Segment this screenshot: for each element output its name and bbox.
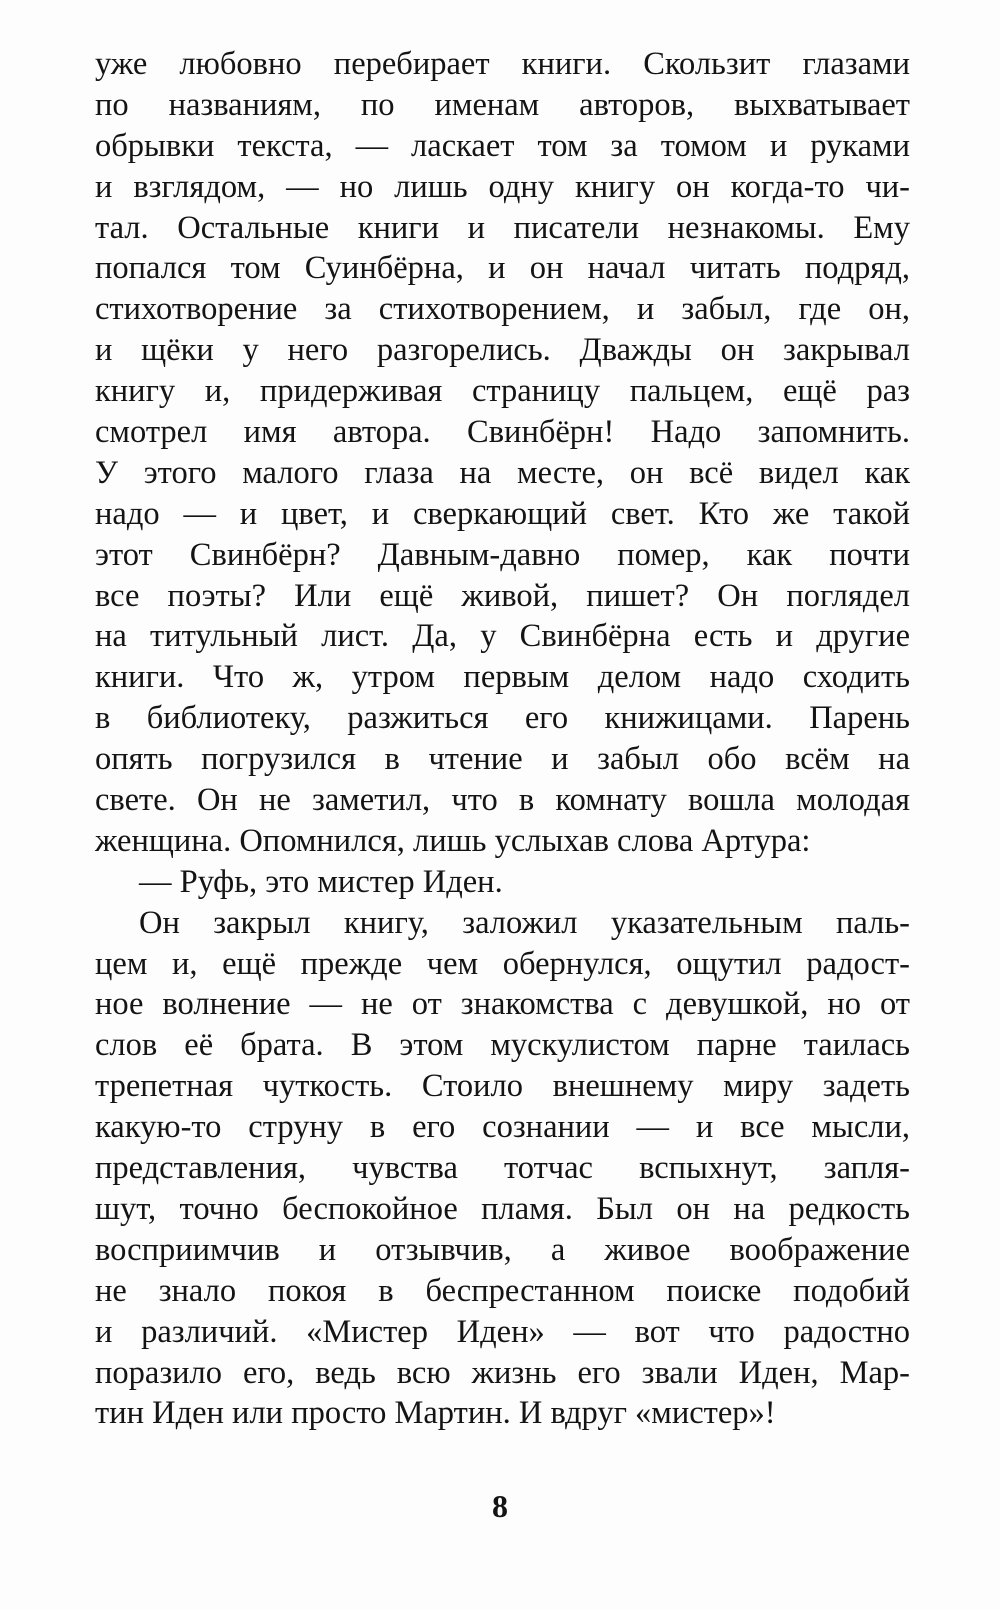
text-line: тал. Остальные книги и писатели незнакомы. Ему: [95, 209, 910, 246]
text-line: представления, чувства тотчас вспыхнут, запля-: [95, 1150, 910, 1187]
text-line: женщина. Опомнился, лишь услыхав слова Артура:: [95, 822, 811, 859]
text-line: этот Свинбёрн? Давным-давно помер, как почти: [95, 536, 910, 573]
text-line: смотрел имя автора. Свинбёрн! Надо запомнить.: [95, 414, 910, 451]
text-line: поразило его, ведь всю жизнь его звали Иден, Мар-: [95, 1354, 910, 1391]
body-text: [95, 44, 910, 1434]
text-line: по названиям, по именам авторов, выхватывает: [95, 86, 910, 123]
paragraph-first-line: Он закрыл книгу, заложил указательным паль-: [139, 904, 910, 941]
text-line: ное волнение — не от знакомства с девушкой, но от: [95, 986, 910, 1023]
dialogue-line: — Руфь, это мистер Иден.: [139, 863, 503, 900]
text-line: какую-то струну в его сознании — и все мысли,: [95, 1109, 910, 1146]
text-line: на титульный лист. Да, у Свинбёрна есть и другие: [95, 618, 910, 655]
text-line: тин Иден или просто Мартин. И вдруг «мистер»!: [95, 1395, 776, 1432]
text-line: попался том Суинбёрна, и он начал читать подряд,: [95, 250, 910, 287]
page-number: 8: [492, 1488, 508, 1524]
text-line: трепетная чуткость. Стоило внешнему миру задеть: [95, 1068, 910, 1105]
text-line: опять погрузился в чтение и забыл обо всём на: [95, 741, 910, 778]
text-line: и взглядом, — но лишь одну книгу он когда-то чи-: [95, 168, 910, 205]
text-line: не знало покоя в беспрестанном поиске подобий: [95, 1272, 910, 1309]
text-line: и различий. «Мистер Иден» — вот что радостно: [95, 1313, 910, 1350]
text-line: цем и, ещё прежде чем обернулся, ощутил радост-: [95, 945, 910, 982]
text-line: обрывки текста, — ласкает том за томом и руками: [95, 127, 910, 164]
text-line: стихотворение за стихотворением, и забыл, где он,: [95, 291, 910, 328]
text-line: слов её брата. В этом мускулистом парне таилась: [95, 1027, 910, 1064]
text-line: все поэты? Или ещё живой, пишет? Он поглядел: [95, 577, 910, 614]
text-line: свете. Он не заметил, что в комнату вошла молодая: [95, 782, 910, 819]
text-line: У этого малого глаза на месте, он всё видел как: [95, 454, 910, 491]
text-line: восприимчив и отзывчив, а живое воображение: [95, 1231, 910, 1268]
text-line: уже любовно перебирает книги. Скользит глазами: [95, 46, 910, 82]
text-line: шут, точно беспокойное пламя. Был он на редкость: [95, 1190, 910, 1227]
text-line: книги. Что ж, утром первым делом надо сходить: [95, 659, 910, 696]
text-line: и щёки у него разгорелись. Дважды он закрывал: [95, 332, 910, 369]
text-line: надо — и цвет, и сверкающий свет. Кто же такой: [95, 495, 910, 532]
text-line: книгу и, придерживая страницу пальцем, ещё раз: [95, 373, 910, 410]
text-line: в библиотеку, разжиться его книжицами. Парень: [95, 700, 910, 737]
